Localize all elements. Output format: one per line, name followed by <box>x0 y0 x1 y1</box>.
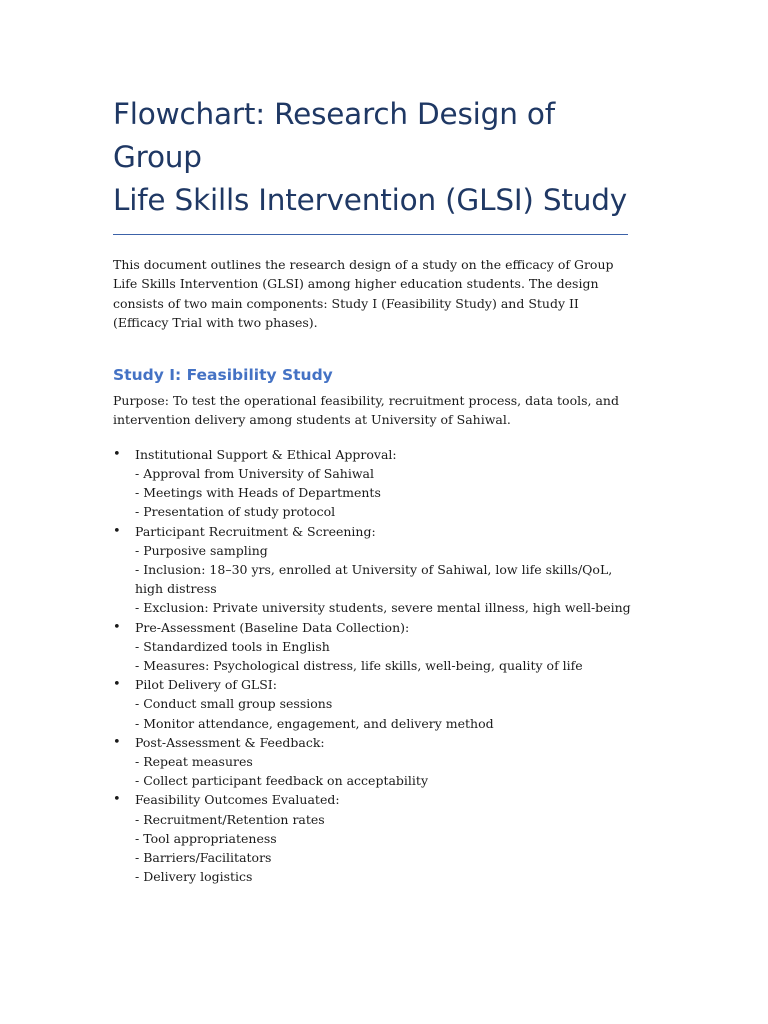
title-divider <box>113 234 628 235</box>
list-item-detail: - Purposive sampling <box>135 542 268 558</box>
feasibility-steps-list <box>113 445 633 887</box>
document-title <box>113 93 633 222</box>
list-item-detail: - Monitor attendance, engagement, and delivery method <box>135 715 494 731</box>
list-item <box>113 790 633 886</box>
purpose-line-2: intervention delivery among students at University of Sahiwal. <box>113 412 511 428</box>
list-item-detail: - Presentation of study protocol <box>135 504 336 520</box>
intro-paragraph: This document outlines the research design of a study on the efficacy of Group Life Skills Intervention (GLSI) among higher education students. The design consists of two main components: Study I (Feasibility Study) and Study II (Efficacy Trial with two phases). <box>113 257 614 330</box>
purpose-line-1: Purpose: To test the operational feasibility, recruitment process, data tools, and <box>113 393 619 409</box>
list-item-detail: - Inclusion: 18–30 yrs, enrolled at University of Sahiwal, low life skills/QoL, high distress <box>135 562 613 597</box>
list-item-label: Institutional Support & Ethical Approval: <box>135 446 397 462</box>
list-item-detail: - Conduct small group sessions <box>135 696 333 712</box>
list-item-detail: - Recruitment/Retention rates <box>135 811 325 827</box>
list-item-label: Post-Assessment & Feedback: <box>135 734 325 750</box>
title-line-1: Flowchart: Research Design of Group <box>113 97 555 174</box>
bullet-icon: • <box>113 792 121 808</box>
list-item-detail: - Collect participant feedback on acceptability <box>135 773 429 789</box>
list-item <box>113 522 633 618</box>
list-item-detail: - Delivery logistics <box>135 869 253 885</box>
list-item-label: Participant Recruitment & Screening: <box>135 523 376 539</box>
document-page <box>113 93 633 886</box>
purpose-paragraph <box>113 391 633 430</box>
list-item <box>113 445 633 522</box>
list-item-detail: - Tool appropriateness <box>135 830 277 846</box>
list-item-detail: - Barriers/Facilitators <box>135 850 272 866</box>
bullet-icon: • <box>113 619 121 635</box>
bullet-icon: • <box>113 523 121 539</box>
list-item-label: Pilot Delivery of GLSI: <box>135 677 277 693</box>
title-line-2: Life Skills Intervention (GLSI) Study <box>113 183 628 217</box>
list-item <box>113 675 633 733</box>
bullet-icon: • <box>113 446 121 462</box>
list-item-detail: - Standardized tools in English <box>135 638 330 654</box>
list-item-detail: - Repeat measures <box>135 754 253 770</box>
list-item-detail: - Exclusion: Private university students, severe mental illness, high well-being <box>135 600 631 616</box>
bullet-icon: • <box>113 677 121 693</box>
list-item-detail: - Measures: Psychological distress, life skills, well-being, quality of life <box>135 658 583 674</box>
list-item-label: Pre-Assessment (Baseline Data Collection): <box>135 619 410 635</box>
list-item <box>113 618 633 676</box>
section-heading-study-1: Study I: Feasibility Study <box>113 366 333 385</box>
list-item-label: Feasibility Outcomes Evaluated: <box>135 792 340 808</box>
list-item-detail: - Approval from University of Sahiwal <box>135 465 374 481</box>
list-item-detail: - Meetings with Heads of Departments <box>135 485 381 501</box>
bullet-icon: • <box>113 734 121 750</box>
list-item <box>113 733 633 791</box>
